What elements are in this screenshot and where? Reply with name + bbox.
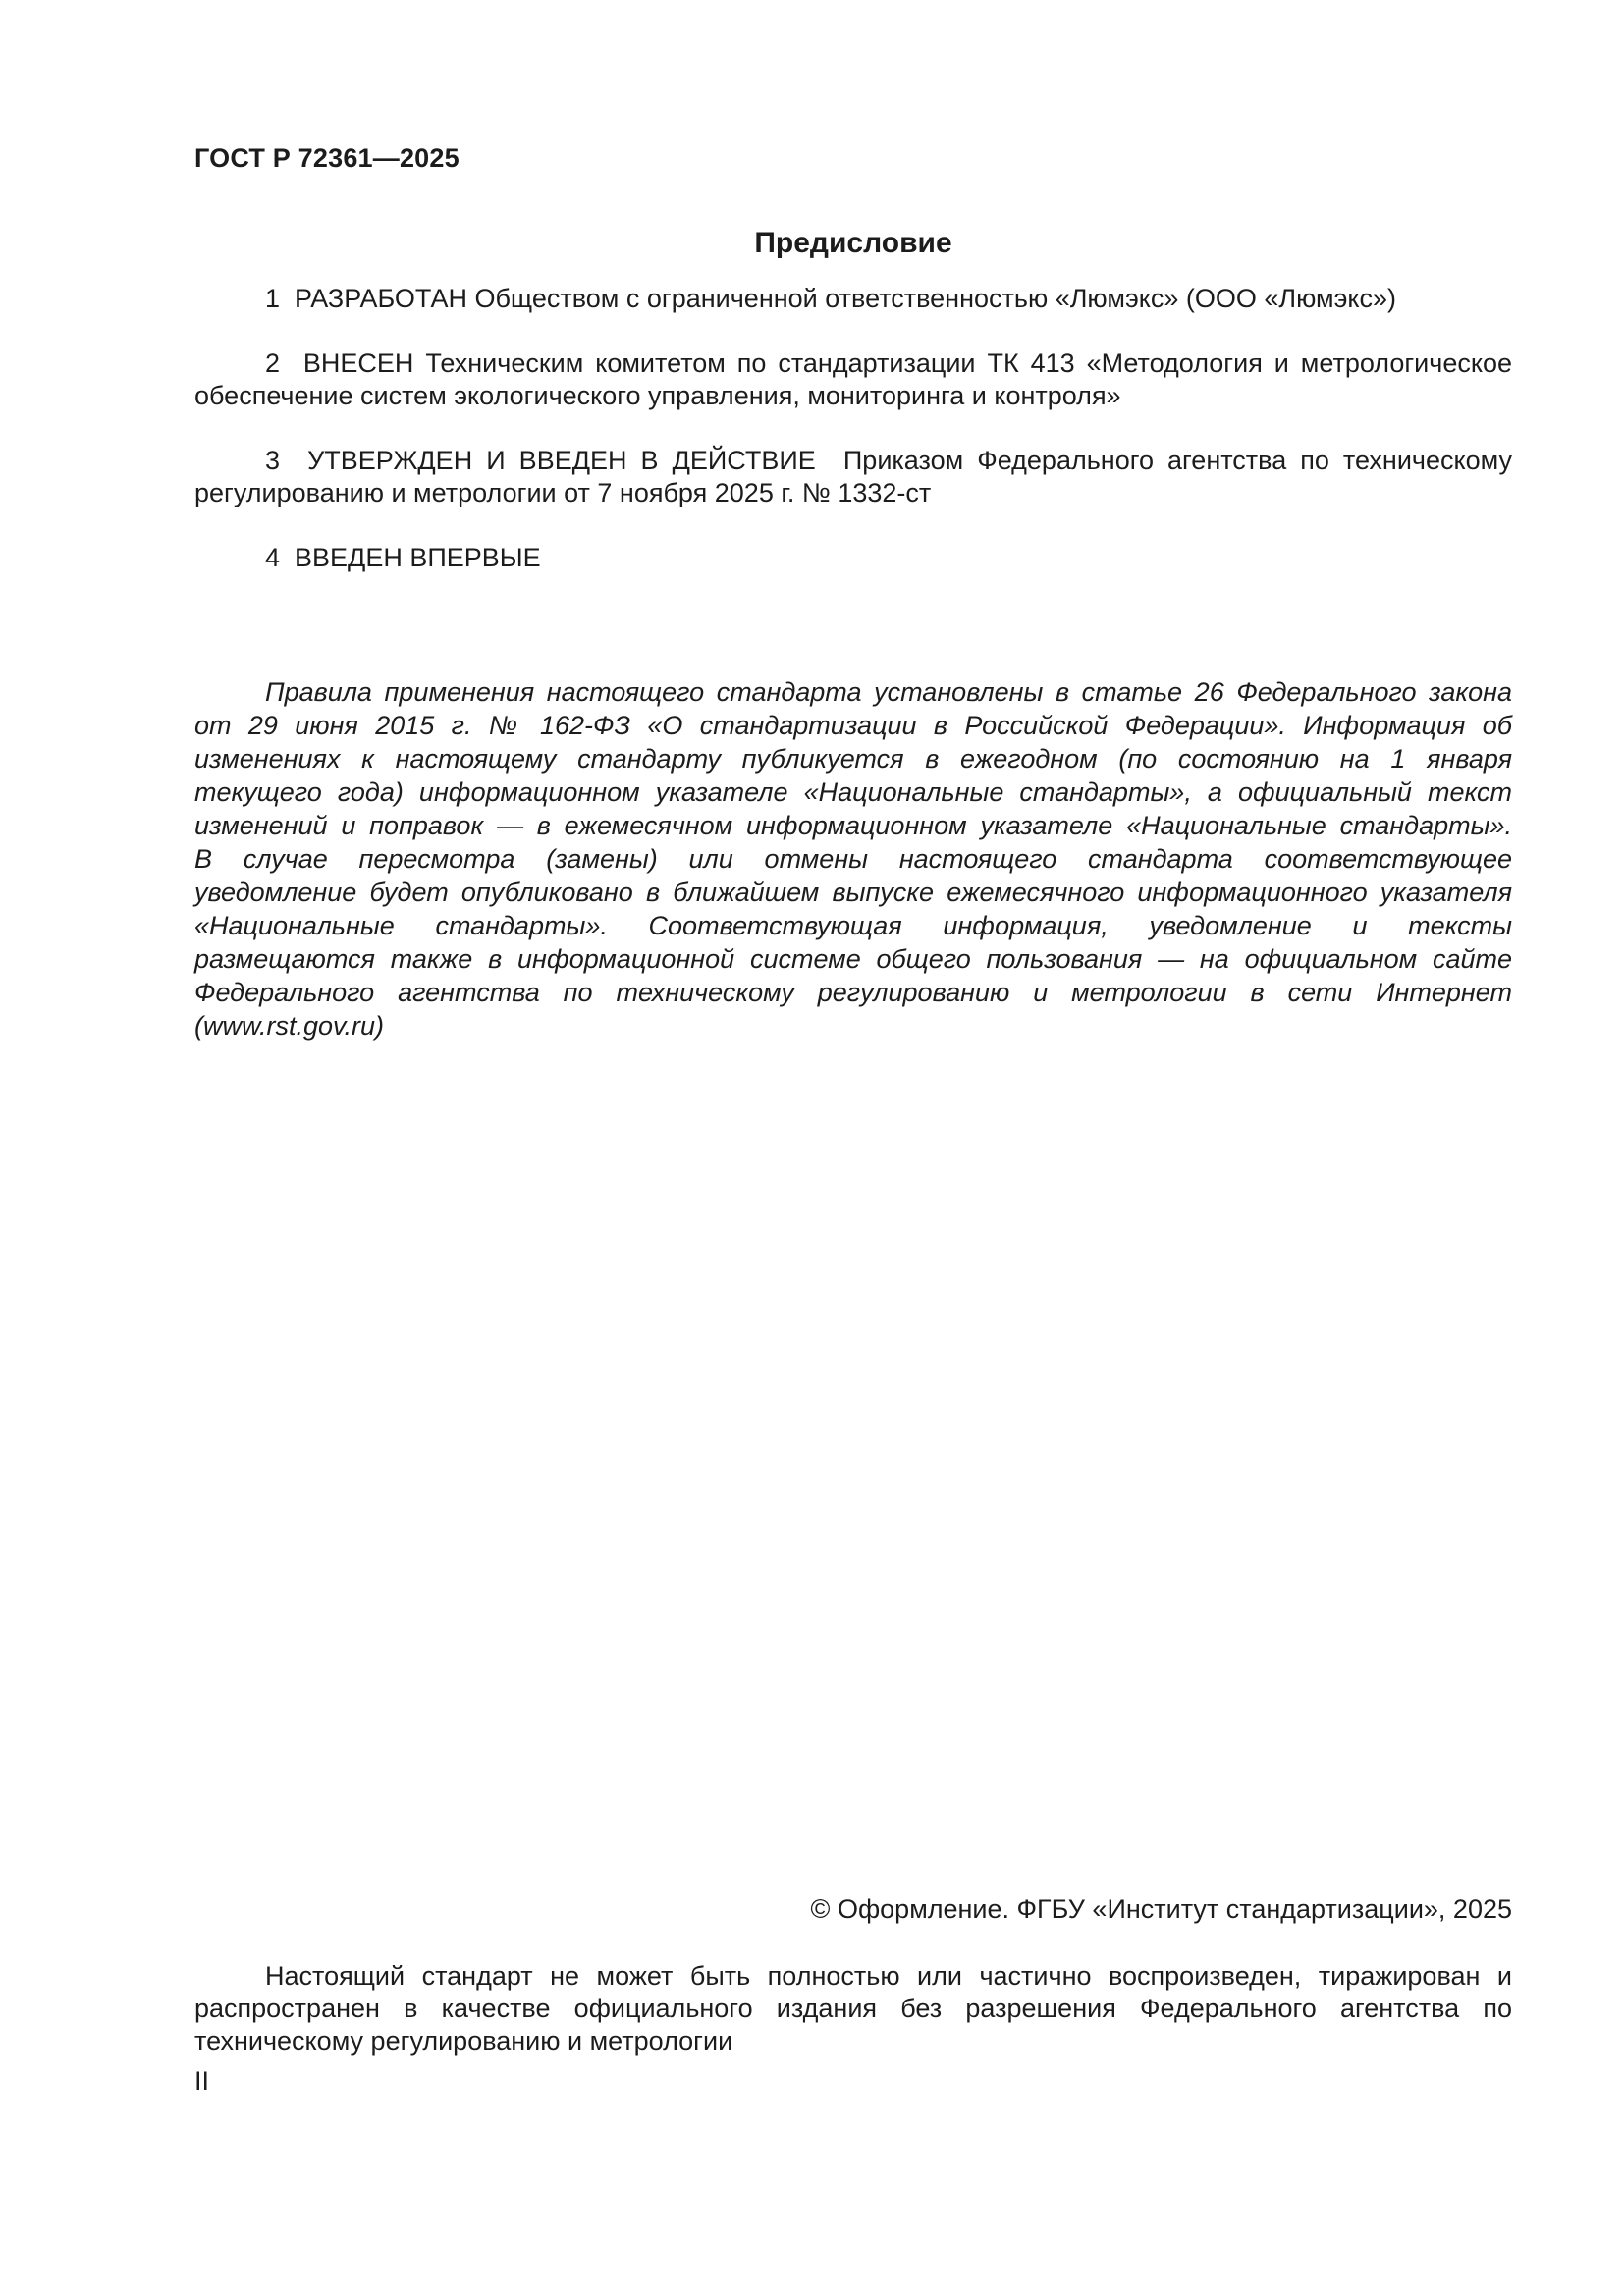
preface-item-submitted: 2 ВНЕСЕН Техническим комитетом по стандартизации ТК 413 «Методология и метрологическое обеспечение систем экологического управления, мониторинга и контроля» [194,348,1512,410]
reproduction-notice: Настоящий стандарт не может быть полностью или частично воспроизведен, тиражирован и распространен в качестве официального издания без разрешения Федерального агентства по техническому регулированию и метрологии [194,1961,1512,2056]
preface-item-introduced: 4 ВВЕДЕН ВПЕРВЫЕ [265,543,541,572]
copyright-line: © Оформление. ФГБУ «Институт стандартизации», 2025 [810,1895,1512,1924]
doc-code: ГОСТ Р 72361—2025 [194,143,460,173]
preface-item-developed: 1 РАЗРАБОТАН Обществом с ограниченной ответственностью «Люмэкс» (ООО «Люмэкс») [265,284,1396,313]
page-content [194,142,1512,1042]
page-number: II [194,2066,210,2096]
preface-title: Предисловие [754,227,952,259]
page-footer [194,1894,1512,2057]
preface-item-approved: 3 УТВЕРЖДЕН И ВВЕДЕН В ДЕЙСТВИЕ Приказом Федерального агентства по техническому регулированию и метрологии от 7 ноября 2025 г. № 1332-ст [194,446,1512,507]
application-rules-note: Правила применения настоящего стандарта установлены в статье 26 Федерального закона от 29 июня 2015 г. № 162-ФЗ «О стандартизации в Российской Федерации». Информация об изменениях к настоящему стандарту публикуется в ежегодном (по состоянию на 1 января текущего года) информационном указателе «Национальные стандарты», а официальный текст изменений и поправок — в ежемесячном информационном указателе «Национальные стандарты». В случае пересмотра (замены) или отмены настоящего стандарта соответствующее уведомление будет опубликовано в ближайшем выпуске ежемесячного информационного указателя «Национальные стандарты». Соответствующая информация, уведомление и тексты размещаются также в информационной системе общего пользования — на официальном сайте Федерального агентства по техническому регулированию и метрологии в сети Интернет (www.rst.gov.ru) [194,677,1512,1041]
